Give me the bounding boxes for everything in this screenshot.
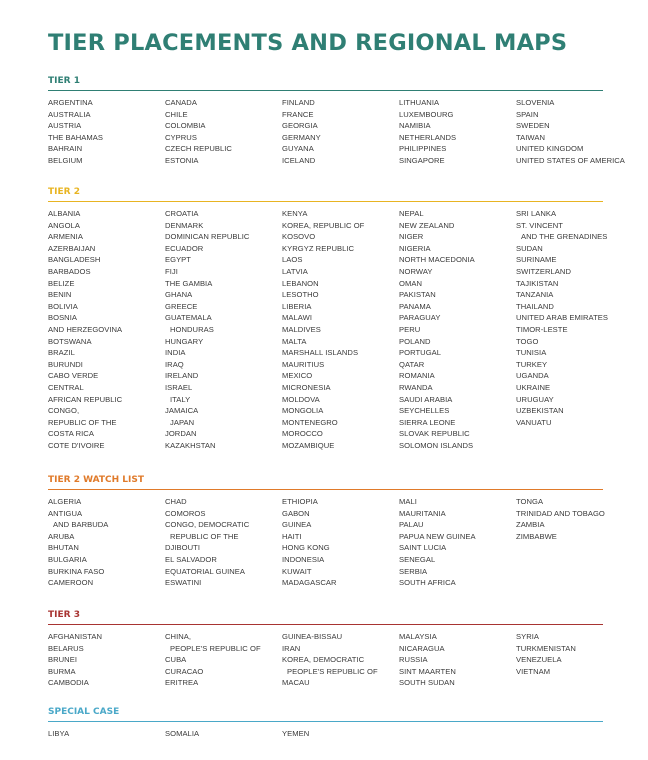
country-item: AFRICAN REPUBLIC — [48, 394, 123, 404]
country-item: BANGLADESH — [48, 255, 101, 265]
country-item: GHANA — [165, 290, 193, 300]
country-item: QATAR — [399, 359, 425, 369]
country-item: CHILE — [165, 109, 188, 119]
country-item: ANTIGUA — [48, 508, 83, 518]
country-item: LIBERIA — [282, 301, 312, 311]
country-item: REPUBLIC OF THE — [170, 531, 239, 541]
country-item: BHUTAN — [48, 543, 79, 553]
country-item: DJIBOUTI — [165, 543, 200, 553]
country-item: CABO VERDE — [48, 371, 99, 381]
country-item: UNITED STATES OF AMERICA — [516, 155, 625, 165]
country-item: CAMBODIA — [48, 678, 89, 688]
country-item: AND THE GRENADINES — [521, 232, 608, 242]
country-item: CHINA, — [165, 632, 192, 641]
section-tier-2-watch-list — [48, 475, 603, 589]
country-item: MALDIVES — [282, 324, 321, 334]
page-title: TIER PLACEMENTS AND REGIONAL MAPS — [48, 30, 568, 56]
country-item: CONGO, DEMOCRATIC — [165, 520, 250, 530]
country-item: CYPRUS — [165, 132, 197, 142]
country-item: TIMOR-LESTE — [516, 324, 568, 334]
country-item: VENEZUELA — [516, 655, 562, 665]
country-item: MALAYSIA — [399, 632, 437, 641]
country-column — [399, 97, 516, 167]
country-item: ETHIOPIA — [282, 497, 318, 506]
country-column — [516, 496, 636, 589]
country-item: GUATEMALA — [165, 313, 212, 323]
country-column — [399, 208, 516, 451]
country-item: AND HERZEGOVINA — [48, 324, 123, 334]
country-columns — [48, 496, 603, 589]
country-item: PORTUGAL — [399, 348, 442, 358]
country-item: SYRIA — [516, 632, 540, 641]
country-item: KUWAIT — [282, 566, 312, 576]
country-item: INDIA — [165, 348, 186, 358]
country-item: CZECH REPUBLIC — [165, 144, 232, 154]
country-item: ISRAEL — [165, 382, 193, 392]
country-item: JORDAN — [165, 429, 197, 439]
country-item: KENYA — [282, 209, 308, 218]
country-item: MAURITANIA — [399, 508, 446, 518]
country-column — [165, 208, 282, 451]
country-item: SPAIN — [516, 109, 539, 119]
country-item: AND BARBUDA — [53, 520, 109, 530]
country-column — [48, 208, 165, 451]
country-item: ANGOLA — [48, 220, 80, 230]
country-columns — [48, 728, 603, 740]
country-item: EQUATORIAL GUINEA — [165, 566, 246, 576]
section-heading: TIER 3 — [48, 610, 603, 625]
country-item: YEMEN — [282, 729, 310, 738]
country-column — [48, 97, 165, 167]
country-column — [165, 496, 282, 589]
country-item: RWANDA — [399, 382, 433, 392]
country-item: DOMINICAN REPUBLIC — [165, 232, 250, 242]
country-item: ECUADOR — [165, 243, 204, 253]
country-item: POLAND — [399, 336, 431, 346]
country-item: HUNGARY — [165, 336, 204, 346]
country-item: SRI LANKA — [516, 209, 557, 218]
country-item: NIGERIA — [399, 243, 431, 253]
country-item: SINGAPORE — [399, 155, 445, 165]
country-item: SOLOMON ISLANDS — [399, 440, 474, 450]
country-column — [48, 728, 165, 740]
country-item: PAPUA NEW GUINEA — [399, 531, 476, 541]
country-item: ESTONIA — [165, 155, 199, 165]
country-item: PEOPLE'S REPUBLIC OF — [170, 643, 261, 653]
country-item: MADAGASCAR — [282, 578, 337, 588]
country-column — [399, 496, 516, 589]
country-item: SERBIA — [399, 566, 428, 576]
country-item: ALGERIA — [48, 497, 82, 506]
country-column — [282, 97, 399, 167]
country-column — [165, 97, 282, 167]
country-item: KAZAKHSTAN — [165, 440, 216, 450]
country-item: BOLIVIA — [48, 301, 78, 311]
country-item: SLOVENIA — [516, 98, 555, 107]
country-item: SWITZERLAND — [516, 266, 571, 276]
country-column — [48, 496, 165, 589]
country-column — [282, 631, 399, 689]
country-column — [399, 631, 516, 689]
country-item: TRINIDAD AND TOBAGO — [516, 508, 605, 518]
country-column — [282, 208, 399, 451]
country-item: BOTSWANA — [48, 336, 92, 346]
country-item: ITALY — [170, 394, 191, 404]
country-item: ROMANIA — [399, 371, 435, 381]
country-item: ARUBA — [48, 531, 75, 541]
country-item: AUSTRALIA — [48, 109, 91, 119]
country-item: NEW ZEALAND — [399, 220, 455, 230]
country-item: NETHERLANDS — [399, 132, 457, 142]
country-item: HAITI — [282, 531, 302, 541]
section-tier-2 — [48, 187, 608, 451]
country-item: LAOS — [282, 255, 303, 265]
country-item: KOSOVO — [282, 232, 316, 242]
country-item: ZAMBIA — [516, 520, 545, 530]
country-item: UZBEKISTAN — [516, 406, 564, 416]
country-column — [516, 97, 636, 167]
country-item: REPUBLIC OF THE — [48, 417, 117, 427]
country-item: SEYCHELLES — [399, 406, 450, 416]
country-item: ESWATINI — [165, 578, 202, 588]
country-item: ZIMBABWE — [516, 531, 557, 541]
country-item: NORWAY — [399, 266, 433, 276]
country-item: THE BAHAMAS — [48, 132, 103, 142]
country-column — [282, 728, 402, 740]
country-item: AUSTRIA — [48, 121, 82, 131]
country-item: NICARAGUA — [399, 643, 445, 653]
country-item: GEORGIA — [282, 121, 318, 131]
country-item: AFGHANISTAN — [48, 632, 102, 641]
country-item: NIGER — [399, 232, 424, 242]
country-item: ARGENTINA — [48, 98, 93, 107]
country-item: THE GAMBIA — [165, 278, 213, 288]
country-item: CROATIA — [165, 209, 199, 218]
country-item: BENIN — [48, 290, 72, 300]
country-item: CURACAO — [165, 666, 204, 676]
country-item: BRAZIL — [48, 348, 75, 358]
country-item: COLOMBIA — [165, 121, 206, 131]
country-item: BARBADOS — [48, 266, 91, 276]
country-item: MONGOLIA — [282, 406, 324, 416]
country-item: SINT MAARTEN — [399, 666, 456, 676]
section-heading: SPECIAL CASE — [48, 707, 603, 722]
country-item: VANUATU — [516, 417, 552, 427]
country-item: SLOVAK REPUBLIC — [399, 429, 470, 439]
country-item: KYRGYZ REPUBLIC — [282, 243, 355, 253]
country-item: SUDAN — [516, 243, 543, 253]
country-item: RUSSIA — [399, 655, 428, 665]
country-item: INDONESIA — [282, 554, 325, 564]
country-item: SOMALIA — [165, 729, 200, 738]
country-item: SENEGAL — [399, 554, 436, 564]
country-column — [165, 631, 282, 689]
section-heading: TIER 2 WATCH LIST — [48, 475, 603, 490]
section-tier-1 — [48, 76, 625, 167]
country-item: SURINAME — [516, 255, 557, 265]
country-columns — [48, 97, 625, 167]
country-item: SAUDI ARABIA — [399, 394, 453, 404]
country-item: CENTRAL — [48, 382, 84, 392]
country-item: MARSHALL ISLANDS — [282, 348, 359, 358]
country-item: BAHRAIN — [48, 144, 83, 154]
country-item: LATVIA — [282, 266, 308, 276]
country-item: MOROCCO — [282, 429, 323, 439]
country-item: SIERRA LEONE — [399, 417, 456, 427]
country-item: COTE D'IVOIRE — [48, 440, 105, 450]
country-item: SWEDEN — [516, 121, 550, 131]
country-item: BELGIUM — [48, 155, 83, 165]
country-item: MEXICO — [282, 371, 313, 381]
country-item: GUINEA — [282, 520, 312, 530]
country-item: NORTH MACEDONIA — [399, 255, 475, 265]
country-item: ICELAND — [282, 155, 316, 165]
country-item: COMOROS — [165, 508, 206, 518]
country-item: LUXEMBOURG — [399, 109, 454, 119]
country-item: PERU — [399, 324, 421, 334]
country-item: COSTA RICA — [48, 429, 94, 439]
country-item: LESOTHO — [282, 290, 319, 300]
country-columns — [48, 631, 603, 689]
country-item: TOGO — [516, 336, 539, 346]
country-item: MACAU — [282, 678, 310, 688]
country-item: TAJIKISTAN — [516, 278, 559, 288]
country-item: LITHUANIA — [399, 98, 440, 107]
section-heading: TIER 1 — [48, 76, 603, 91]
country-item: JAMAICA — [165, 406, 199, 416]
country-item: MONTENEGRO — [282, 417, 338, 427]
country-item: MALAWI — [282, 313, 312, 323]
section-special-case — [48, 707, 603, 740]
country-item: CUBA — [165, 655, 187, 665]
country-item: MICRONESIA — [282, 382, 331, 392]
country-item: PANAMA — [399, 301, 431, 311]
country-item: NAMIBIA — [399, 121, 431, 131]
country-item: MALTA — [282, 336, 307, 346]
country-item: AZERBAIJAN — [48, 243, 96, 253]
country-item: UNITED ARAB EMIRATES — [516, 313, 608, 323]
country-item: IRAN — [282, 643, 301, 653]
country-item: GUYANA — [282, 144, 314, 154]
country-item: PAKISTAN — [399, 290, 436, 300]
country-item: ARMENIA — [48, 232, 83, 242]
country-item: CHAD — [165, 497, 187, 506]
country-item: MALI — [399, 497, 417, 506]
country-item: HONG KONG — [282, 543, 330, 553]
country-column — [165, 728, 282, 740]
country-item: TONGA — [516, 497, 544, 506]
country-item: BOSNIA — [48, 313, 77, 323]
country-item: CONGO, — [48, 406, 80, 416]
country-item: ST. VINCENT — [516, 220, 563, 230]
country-column — [516, 208, 636, 451]
country-item: SOUTH SUDAN — [399, 678, 455, 688]
country-item: LIBYA — [48, 729, 70, 738]
country-item: NEPAL — [399, 209, 424, 218]
country-item: TANZANIA — [516, 290, 554, 300]
country-column — [516, 631, 636, 689]
country-item: EL SALVADOR — [165, 554, 217, 564]
country-column — [48, 631, 165, 689]
country-item: JAPAN — [170, 417, 195, 427]
country-item: PARAGUAY — [399, 313, 441, 323]
country-item: URUGUAY — [516, 394, 554, 404]
country-item: SOUTH AFRICA — [399, 578, 456, 588]
country-column — [282, 496, 399, 589]
country-item: PHILIPPINES — [399, 144, 447, 154]
country-item: CAMEROON — [48, 578, 94, 588]
country-item: UNITED KINGDOM — [516, 144, 584, 154]
section-tier-3 — [48, 610, 603, 689]
country-item: VIETNAM — [516, 666, 551, 676]
country-item: BURMA — [48, 666, 76, 676]
country-item: BELARUS — [48, 643, 84, 653]
country-item: BULGARIA — [48, 554, 87, 564]
country-item: DENMARK — [165, 220, 204, 230]
country-item: BELIZE — [48, 278, 75, 288]
country-item: KOREA, DEMOCRATIC — [282, 655, 365, 665]
country-item: THAILAND — [516, 301, 554, 311]
country-item: ALBANIA — [48, 209, 81, 218]
country-item: GABON — [282, 508, 310, 518]
section-heading: TIER 2 — [48, 187, 603, 202]
country-columns — [48, 208, 608, 451]
country-item: TUNISIA — [516, 348, 547, 358]
country-item: KOREA, REPUBLIC OF — [282, 220, 365, 230]
country-item: BURKINA FASO — [48, 566, 105, 576]
country-item: TURKEY — [516, 359, 548, 369]
country-item: CANADA — [165, 98, 197, 107]
country-item: PEOPLE'S REPUBLIC OF — [287, 666, 378, 676]
country-item: UKRAINE — [516, 382, 551, 392]
country-item: BRUNEI — [48, 655, 77, 665]
country-item: LEBANON — [282, 278, 319, 288]
country-item: GREECE — [165, 301, 198, 311]
country-item: MOZAMBIQUE — [282, 440, 335, 450]
country-item: SAINT LUCIA — [399, 543, 447, 553]
country-item: TURKMENISTAN — [516, 643, 576, 653]
country-item: IRELAND — [165, 371, 199, 381]
country-item: TAIWAN — [516, 132, 545, 142]
country-item: OMAN — [399, 278, 422, 288]
country-item: FIJI — [165, 266, 178, 276]
country-item: HONDURAS — [170, 324, 214, 334]
country-item: GERMANY — [282, 132, 321, 142]
country-item: MOLDOVA — [282, 394, 320, 404]
country-item: PALAU — [399, 520, 424, 530]
country-item: FRANCE — [282, 109, 314, 119]
country-item: MAURITIUS — [282, 359, 325, 369]
country-item: IRAQ — [165, 359, 184, 369]
country-item: FINLAND — [282, 98, 315, 107]
country-item: EGYPT — [165, 255, 191, 265]
country-item: BURUNDI — [48, 359, 83, 369]
country-item: ERITREA — [165, 678, 199, 688]
country-item: UGANDA — [516, 371, 549, 381]
country-item: GUINEA-BISSAU — [282, 632, 343, 641]
